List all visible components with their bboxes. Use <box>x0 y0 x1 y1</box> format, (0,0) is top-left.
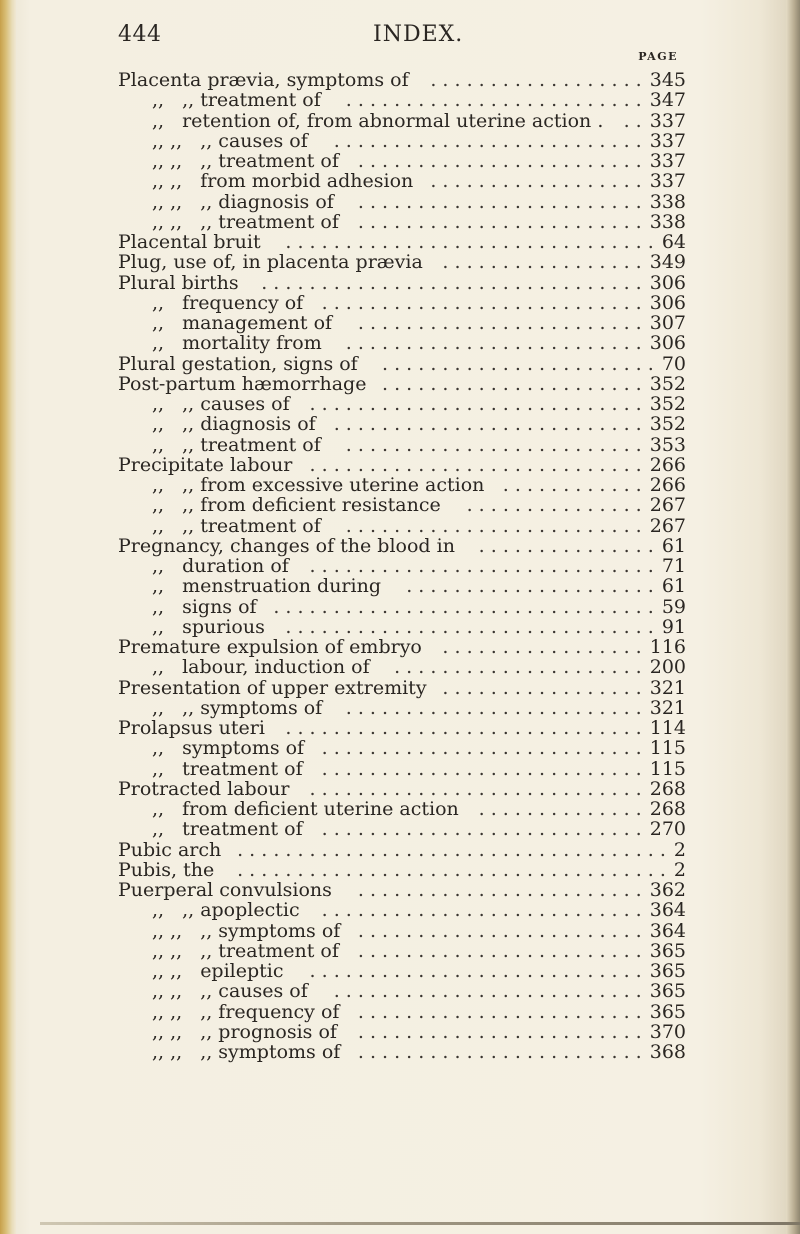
dot-leader: . . . . . . . . . . . . . . . . . . . . . . . . . . . . . . . . . . . . <box>237 859 666 880</box>
entry-text: Plural gestation, signs of <box>118 352 358 375</box>
entry-page-number: 306 <box>649 271 686 294</box>
entry-page-number: 61 <box>661 534 686 557</box>
entry-text: Plug, use of, in placenta prævia <box>118 251 423 274</box>
dot-leader: . . . . . . . . . . . . . . . . . . . . . . . . . <box>345 697 642 718</box>
dot-leader: . . . . . . . . . . . . . . . . . . <box>430 171 642 192</box>
entry-page-number: 115 <box>649 737 686 760</box>
index-entry <box>118 414 686 434</box>
index-entry <box>118 637 686 657</box>
page-bottom-edge <box>40 1222 800 1225</box>
index-entries <box>118 70 686 1062</box>
dot-leader: . . . . . . . . . . . . . . . . . . . . . . . . <box>357 940 642 961</box>
ditto-marks: ,, <box>152 433 165 456</box>
entry-text: ,, diagnosis of <box>182 413 316 436</box>
entry-text: ,, treatment of <box>182 433 321 456</box>
entry-text: spurious <box>182 615 265 638</box>
dot-leader: . . . . . . . . . . . . . . . <box>466 495 642 516</box>
dot-leader: . . . . . . . . . . . . . . . . . . . . . . . <box>382 353 654 374</box>
entry-page-number: 59 <box>661 595 686 618</box>
dot-leader: . . . . . . . . . . . . . . . . . . . . . <box>406 576 654 597</box>
entry-page-number: 365 <box>649 1000 686 1023</box>
index-entry <box>118 1002 686 1022</box>
index-entry <box>118 252 686 272</box>
page-edge <box>786 0 800 1234</box>
index-entry <box>118 941 686 961</box>
ditto-marks: ,, <box>152 514 165 537</box>
entry-text: frequency of <box>182 291 304 314</box>
ditto-marks: ,, <box>152 332 165 355</box>
page-header <box>0 22 800 48</box>
ditto-marks: ,, <box>152 798 165 820</box>
dot-leader: . . . . . . . . . . . . . . . . . . . . . . . . <box>357 880 642 901</box>
entry-page-number: 306 <box>649 332 686 355</box>
index-entry <box>118 698 686 718</box>
index-entry <box>118 840 686 860</box>
entry-text: ,, diagnosis of <box>200 190 334 213</box>
ditto-marks: ,, <box>152 575 165 598</box>
ditto-marks: ,, ,, <box>152 939 183 962</box>
dot-leader: . . . . . . . . . . . . . . . . . . . . . . . . . . . <box>321 900 642 921</box>
entry-text: Post-partum hæmorrhage <box>118 372 367 395</box>
entry-page-number: 116 <box>649 636 686 658</box>
dot-leader: . . . . . . . . . . . . <box>502 475 642 496</box>
index-entry <box>118 495 686 515</box>
dot-leader: . . . . . . . . . . . . . . . . . . . . . . . . . . . <box>321 738 642 759</box>
entry-text: ,, treatment of <box>182 89 321 112</box>
ditto-marks: ,, <box>152 474 165 496</box>
entry-text: ,, symptoms of <box>200 919 341 942</box>
entry-text: signs of <box>182 595 257 618</box>
index-entry <box>118 657 686 677</box>
entry-page-number: 91 <box>661 615 686 638</box>
index-entry <box>118 738 686 758</box>
index-entry <box>118 819 686 839</box>
dot-leader: . . . . . . . . . . . . . . . . . . . . . . . . . . . <box>321 758 642 779</box>
entry-text: ,, treatment of <box>200 939 339 962</box>
entry-page-number: 200 <box>649 656 686 679</box>
ditto-marks: ,, ,, <box>152 919 183 942</box>
dot-leader: . . . . . . . . . . . . . . . . . . . . . . . . <box>357 191 642 212</box>
entry-page-number: 345 <box>649 69 686 91</box>
dot-leader: . . . . . . . . . . . . . . . . . <box>442 252 642 273</box>
index-entry <box>118 779 686 799</box>
ditto-marks: ,, ,, <box>152 960 183 982</box>
entry-text: epileptic <box>200 960 284 982</box>
entry-page-number: 2 <box>673 858 686 881</box>
ditto-marks: ,, ,, <box>152 980 183 1003</box>
entry-page-number: 347 <box>649 89 686 112</box>
entry-page-number: 365 <box>649 939 686 962</box>
entry-page-number: 337 <box>649 109 686 132</box>
entry-page-number: 266 <box>649 474 686 496</box>
index-entry <box>118 880 686 900</box>
entry-page-number: 321 <box>649 696 686 719</box>
entry-text: Precipitate labour <box>118 453 293 476</box>
index-entry <box>118 799 686 819</box>
dot-leader: . . . . . . . . . . . . . . . . . . . . . . . . . . . . <box>309 961 642 982</box>
entry-page-number: 2 <box>673 838 686 861</box>
entry-page-number: 365 <box>649 960 686 982</box>
index-entry <box>118 111 686 131</box>
dot-leader: . . . . . . . . . . . . . . . <box>478 535 654 556</box>
entry-text: treatment of <box>182 818 303 841</box>
entry-page-number: 114 <box>649 717 686 739</box>
entry-text: Pregnancy, changes of the blood in <box>118 534 455 557</box>
entry-text: ,, from deficient resistance <box>182 494 441 517</box>
entry-page-number: 307 <box>649 312 686 334</box>
entry-text: Premature expulsion of embryo <box>118 636 422 658</box>
index-entry <box>118 536 686 556</box>
index-entry <box>118 273 686 293</box>
index-entry <box>118 313 686 333</box>
dot-leader: . . . . . . . . . . . . . . . . . . . . . . . . . <box>345 515 642 536</box>
index-entry <box>118 131 686 151</box>
dot-leader: . . . . . . . . . . . . . . . . . . . . . . . . . . <box>333 981 642 1002</box>
entry-page-number: 337 <box>649 129 686 152</box>
dot-leader: . . . . . . . . . . . . . . <box>478 799 642 820</box>
entry-text: ,, treatment of <box>182 514 321 537</box>
dot-leader: . . . . . . . . . . . . . . . . . . . . . . . . . . . . <box>309 454 642 475</box>
dot-leader: . . . . . . . . . . . . . . . . . . . . . . . . . <box>345 90 642 111</box>
entry-text: ,, symptoms of <box>200 1041 341 1063</box>
page-gutter <box>0 0 16 1234</box>
dot-leader: . . . . . . . . . . . . . . . . . . . . . . . . . . . . . . . <box>285 232 654 253</box>
ditto-marks: ,, ,, <box>152 1000 183 1023</box>
entry-page-number: 267 <box>649 494 686 517</box>
dot-leader: . . . . . . . . . . . . . . . . . . . . . . . . <box>357 211 642 232</box>
entry-text: menstruation during <box>182 575 381 598</box>
dot-leader: . . . . . . . . . . . . . . . . . . <box>430 70 642 91</box>
entry-page-number: 337 <box>649 170 686 193</box>
entry-text: management of <box>182 312 333 334</box>
index-entry <box>118 900 686 920</box>
entry-text: mortality from <box>182 332 322 355</box>
entry-page-number: 268 <box>649 777 686 800</box>
index-entry <box>118 354 686 374</box>
entry-page-number: 349 <box>649 251 686 274</box>
page-number: 444 <box>118 22 162 47</box>
entry-page-number: 370 <box>649 1020 686 1043</box>
index-entry <box>118 151 686 171</box>
ditto-marks: ,, ,, <box>152 210 183 233</box>
entry-text: ,, apoplectic <box>182 899 300 922</box>
entry-page-number: 337 <box>649 150 686 172</box>
entry-page-number: 364 <box>649 899 686 922</box>
entry-text: ,, treatment of <box>200 150 339 172</box>
entry-page-number: 268 <box>649 798 686 820</box>
index-entry <box>118 90 686 110</box>
entry-page-number: 364 <box>649 919 686 942</box>
dot-leader: . . . . . . . . . . . . . . . . . . . . . . . . . . . . <box>309 778 642 799</box>
index-entry <box>118 921 686 941</box>
entry-page-number: 365 <box>649 980 686 1003</box>
ditto-marks: ,, <box>152 413 165 436</box>
index-entry <box>118 232 686 252</box>
ditto-marks: ,, <box>152 595 165 618</box>
entry-page-number: 267 <box>649 514 686 537</box>
dot-leader: . . . . . . . . . . . . . . . . . . . . . . . . . . <box>333 130 642 151</box>
index-entry <box>118 475 686 495</box>
dot-leader: . . . . . . . . . . . . . . . . . . . . . . <box>382 373 642 394</box>
entry-text: ,, causes of <box>200 129 308 152</box>
index-entry <box>118 70 686 90</box>
entry-text: labour, induction of <box>182 656 370 679</box>
index-entry <box>118 556 686 576</box>
ditto-marks: ,, ,, <box>152 170 183 193</box>
dot-leader: . . . . . . . . . . . . . . . . . . . . . . . . <box>357 1042 642 1063</box>
ditto-marks: ,, ,, <box>152 1020 183 1043</box>
page-column-label: PAGE <box>638 50 678 63</box>
dot-leader: . . . . . . . . . . . . . . . . . . . . . . . . . <box>345 333 642 354</box>
entry-text: from deficient uterine action <box>182 798 459 820</box>
dot-leader: . . . . . . . . . . . . . . . . . . . . . . . . <box>357 1001 642 1022</box>
entry-text: retention of, from abnormal uterine action . <box>182 109 604 132</box>
dot-leader: . . . . . . . . . . . . . . . . . . . . . . . . . . . . <box>309 394 642 415</box>
entry-text: symptoms of <box>182 737 305 760</box>
index-entry <box>118 678 686 698</box>
dot-leader: . . . . . . . . . . . . . . . . . <box>442 677 642 698</box>
dot-leader: . . . . . . . . . . . . . . . . . . . . . . . . <box>357 313 642 334</box>
ditto-marks: ,, <box>152 555 165 577</box>
entry-page-number: 362 <box>649 879 686 901</box>
ditto-marks: ,, ,, <box>152 190 183 213</box>
entry-text: from morbid adhesion <box>200 170 414 193</box>
entry-page-number: 338 <box>649 210 686 233</box>
running-title: INDEX. <box>373 22 464 47</box>
dot-leader: . . . . . . . . . . . . . . . . . . . . . . . . . <box>345 434 642 455</box>
entry-text: Placental bruit <box>118 231 261 253</box>
entry-page-number: 353 <box>649 433 686 456</box>
entry-page-number: 352 <box>649 393 686 415</box>
dot-leader: . . . . . . . . . . . . . . . . . . . . . . . . . . . . . . <box>285 718 642 739</box>
entry-page-number: 368 <box>649 1041 686 1063</box>
entry-page-number: 306 <box>649 291 686 314</box>
entry-text: ,, from excessive uterine action <box>182 474 485 496</box>
entry-page-number: 321 <box>649 676 686 699</box>
entry-page-number: 61 <box>661 575 686 598</box>
dot-leader: . . . . . . . . . . . . . . . . . . . . . . . . . . . . . <box>309 556 654 577</box>
entry-text: Presentation of upper extremity <box>118 676 427 699</box>
ditto-marks: ,, <box>152 393 165 415</box>
dot-leader: . . . . . . . . . . . . . . . . . . . . . . . . <box>357 920 642 941</box>
entry-text: treatment of <box>182 757 303 780</box>
index-entry <box>118 759 686 779</box>
ditto-marks: ,, ,, <box>152 129 183 152</box>
entry-text: ,, frequency of <box>200 1000 340 1023</box>
index-entry <box>118 617 686 637</box>
ditto-marks: ,, <box>152 757 165 780</box>
dot-leader: . . . . . . . . . . . . . . . . . . . . . . . . . . . . . . . <box>285 616 654 637</box>
index-entry <box>118 597 686 617</box>
ditto-marks: ,, <box>152 615 165 638</box>
entry-text: Puerperal convulsions <box>118 879 332 901</box>
entry-page-number: 70 <box>661 352 686 375</box>
index-entry <box>118 860 686 880</box>
index-entry <box>118 435 686 455</box>
index-entry <box>118 333 686 353</box>
index-entry <box>118 394 686 414</box>
entry-page-number: 266 <box>649 453 686 476</box>
entry-text: Prolapsus uteri <box>118 717 265 739</box>
dot-leader: . . . . . . . . . . . . . . . . . . . . . . . . . . . <box>321 819 642 840</box>
index-entry <box>118 961 686 981</box>
entry-page-number: 352 <box>649 413 686 436</box>
dot-leader: . . . . . . . . . . . . . . . . . . . . . . . . . . . . . . . . . . . . <box>237 839 666 860</box>
entry-text: Pubis, the <box>118 858 215 881</box>
ditto-marks: ,, <box>152 737 165 760</box>
index-entry <box>118 455 686 475</box>
dot-leader: . . . . . . . . . . . . . . . . . . . . . . . . . . . . . . . . <box>261 272 642 293</box>
ditto-marks: ,, ,, <box>152 1041 183 1063</box>
index-entry <box>118 1042 686 1062</box>
dot-leader: . . . . . . . . . . . . . . . . . . . . . . . . <box>357 151 642 172</box>
index-entry <box>118 516 686 536</box>
index-entry <box>118 293 686 313</box>
index-entry <box>118 576 686 596</box>
entry-page-number: 115 <box>649 757 686 780</box>
ditto-marks: ,, <box>152 494 165 517</box>
entry-text: ,, symptoms of <box>182 696 323 719</box>
entry-page-number: 71 <box>661 555 686 577</box>
index-entry <box>118 981 686 1001</box>
entry-page-number: 64 <box>661 231 686 253</box>
dot-leader: . . . . . . . . . . . . . . . . . <box>442 637 642 658</box>
entry-text: duration of <box>182 555 289 577</box>
ditto-marks: ,, <box>152 312 165 334</box>
entry-text: Pubic arch <box>118 838 222 861</box>
entry-page-number: 352 <box>649 372 686 395</box>
entry-text: ,, causes of <box>200 980 308 1003</box>
index-entry <box>118 1022 686 1042</box>
dot-leader: . . . . . . . . . . . . . . . . . . . . . <box>394 657 642 678</box>
ditto-marks: ,, <box>152 291 165 314</box>
ditto-marks: ,, <box>152 109 165 132</box>
index-entry <box>118 212 686 232</box>
index-entry <box>118 171 686 191</box>
entry-text: ,, treatment of <box>200 210 339 233</box>
entry-text: Placenta prævia, symptoms of <box>118 69 409 91</box>
entry-text: ,, causes of <box>182 393 290 415</box>
entry-page-number: 270 <box>649 818 686 841</box>
ditto-marks: ,, <box>152 696 165 719</box>
index-entry <box>118 718 686 738</box>
dot-leader: . . . . . . . . . . . . . . . . . . . . . . . . . . <box>333 414 642 435</box>
index-entry <box>118 192 686 212</box>
entry-page-number: 338 <box>649 190 686 213</box>
ditto-marks: ,, ,, <box>152 150 183 172</box>
index-entry <box>118 374 686 394</box>
entry-text: ,, prognosis of <box>200 1020 337 1043</box>
dot-leader: . . <box>623 110 642 131</box>
dot-leader: . . . . . . . . . . . . . . . . . . . . . . . . <box>357 1021 642 1042</box>
ditto-marks: ,, <box>152 899 165 922</box>
entry-text: Plural births <box>118 271 239 294</box>
dot-leader: . . . . . . . . . . . . . . . . . . . . . . . . . . . . . . . . <box>273 596 654 617</box>
ditto-marks: ,, <box>152 656 165 679</box>
ditto-marks: ,, <box>152 818 165 841</box>
entry-text: Protracted labour <box>118 777 290 800</box>
ditto-marks: ,, <box>152 89 165 112</box>
dot-leader: . . . . . . . . . . . . . . . . . . . . . . . . . . . <box>321 292 642 313</box>
